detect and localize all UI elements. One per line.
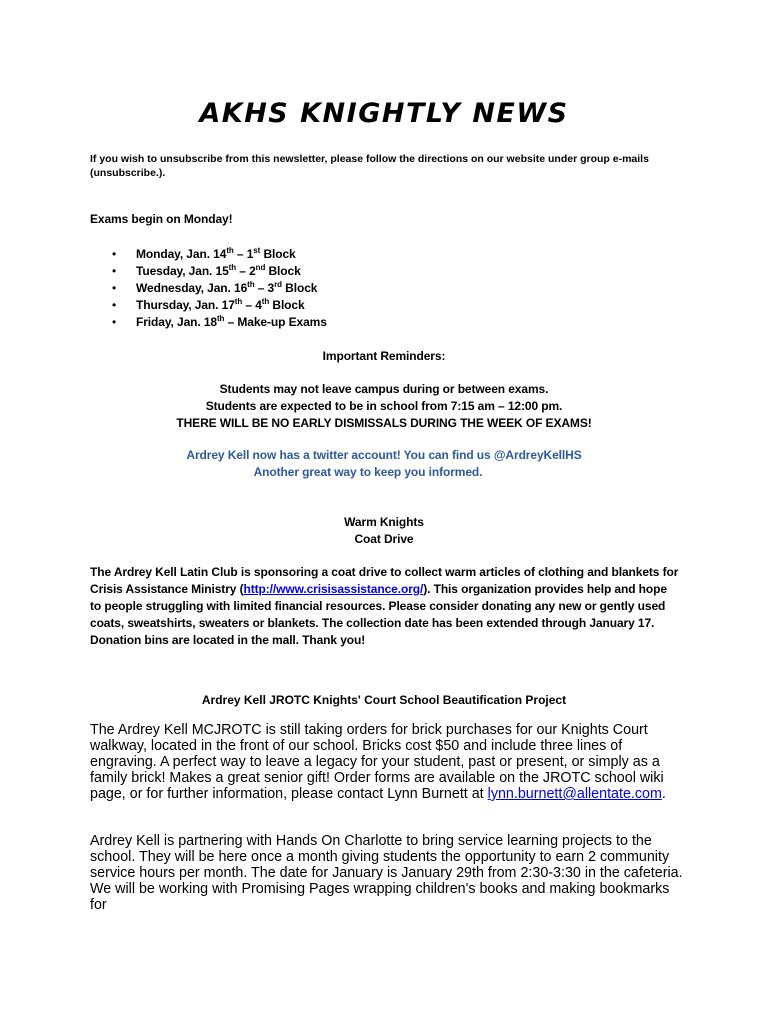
- reminders-heading: Important Reminders:: [322, 349, 446, 363]
- list-item: • Tuesday, Jan. 15th – 2nd Block: [112, 263, 301, 278]
- exam-schedule-list: [90, 246, 327, 331]
- reminder-line: Students may not leave campus during or between exams.: [219, 382, 549, 396]
- bullet-icon: •: [112, 315, 117, 329]
- unsubscribe-notice: If you wish to unsubscribe from this newsletter, please follow the directions on our website under group e-mails (unsubscribe.).: [90, 153, 649, 179]
- newsletter-title: AKHS KNIGHTLY NEWS: [199, 98, 569, 129]
- crisis-assistance-link[interactable]: http://www.crisisassistance.org/: [243, 582, 424, 596]
- list-item: • Wednesday, Jan. 16th – 3rd Block: [112, 280, 318, 295]
- coat-drive-heading: Warm Knights Coat Drive: [344, 515, 424, 546]
- reminder-line: THERE WILL BE NO EARLY DISMISSALS DURING THE WEEK OF EXAMS!: [176, 416, 592, 430]
- twitter-announcement: Ardrey Kell now has a twitter account! You can find us @ArdreyKellHS Another great way to keep you informed.: [186, 448, 582, 479]
- bullet-icon: •: [112, 281, 117, 295]
- list-item: • Friday, Jan. 18th – Make-up Exams: [112, 314, 327, 329]
- bullet-icon: •: [112, 264, 117, 278]
- reminder-line: Students are expected to be in school from 7:15 am – 12:00 pm.: [205, 399, 563, 413]
- coat-drive-paragraph: The Ardrey Kell Latin Club is sponsoring a coat drive to collect warm articles of clothing and blankets for Crisis Assistance Ministry (http://www.crisisassistance.org/). This organization provides help and hope to people struggling with limited financial resources. Please consider donating any new or gently used coats, sweatshirts, sweaters or blankets. The collection date has been extended through January 17. Donation bins are located in the mall. Thank you!: [90, 565, 679, 647]
- list-item: • Thursday, Jan. 17th – 4th Block: [112, 297, 305, 312]
- bullet-icon: •: [112, 247, 117, 261]
- exams-heading: Exams begin on Monday!: [90, 212, 233, 226]
- reminders-list: [0, 381, 768, 432]
- email-link[interactable]: lynn.burnett@allentate.com: [487, 786, 662, 802]
- jrotc-heading: Ardrey Kell JROTC Knights' Court School Beautification Project: [201, 693, 567, 707]
- bullet-icon: •: [112, 298, 117, 312]
- list-item: • Monday, Jan. 14th – 1st Block: [112, 246, 296, 261]
- jrotc-brick-paragraph: The Ardrey Kell MCJROTC is still taking orders for brick purchases for our Knights Court walkway, located in the front of our school. Bricks cost $50 and include three lines of engraving. A perfect way to leave a legacy for your student, past or present, or simply as a family brick! Makes a great senior gift! Order forms are available on the JROTC school wiki page, or for further information, please contact Lynn Burnett at lynn.burnett@allentate.com.: [90, 722, 666, 802]
- hands-on-charlotte-paragraph: Ardrey Kell is partnering with Hands On Charlotte to bring service learning projects to the school. They will be here once a month giving students the opportunity to earn 2 community service hours per month. The date for January is January 29th from 2:30-3:30 in the cafeteria. We will be working with Promising Pages wrapping children's books and making bookmarks for: [90, 833, 683, 913]
